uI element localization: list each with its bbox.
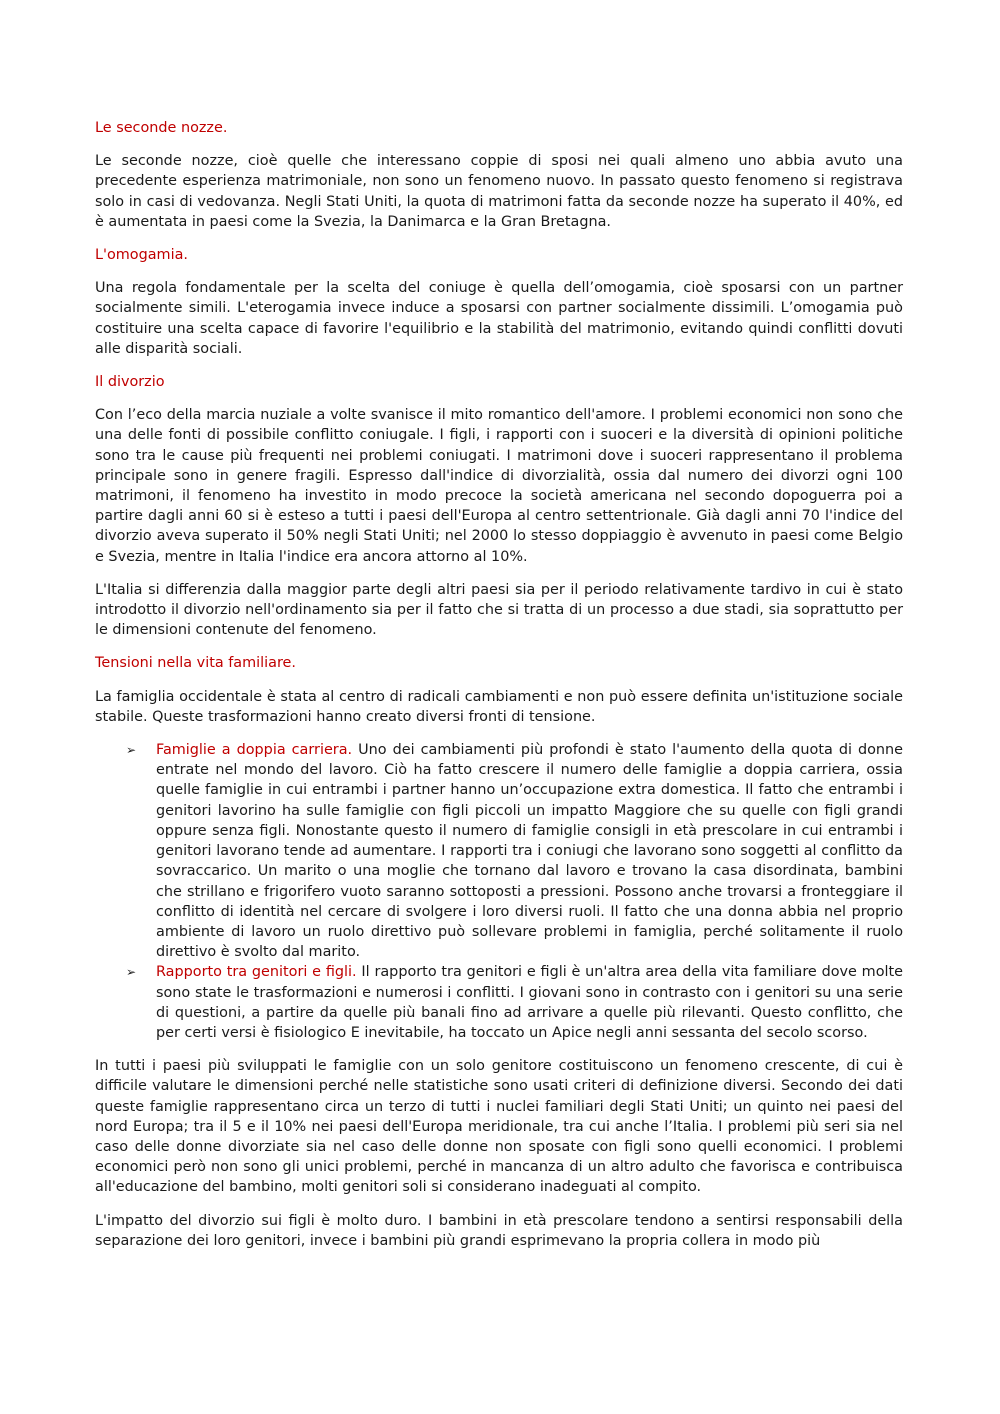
paragraph-omogamia: Una regola fondamentale per la scelta del coniuge è quella dell’omogamia, cioè sposarsi con un partner socialmente simili. L'eterogamia invece induce a sposarsi con partner socialmente dissimili. L’omogamia può costituire una scelta capace di favorire l'equilibrio e la stabilità del matrimonio, evitando quindi conflitti dovuti alle disparità sociali. [95, 280, 903, 357]
arrow-bullet-icon: ➢ [126, 743, 137, 758]
paragraph-divorzio-1: Con l’eco della marcia nuziale a volte svanisce il mito romantico dell'amore. I problemi economici non sono che una delle fonti di possibile conflitto coniugale. I figli, i rapporti con i suoceri e la diversità di opinioni politiche sono tra le cause più frequenti nei problemi coniugati. I matrimoni dove i suoceri rappresentano il problema principale sono in genere fragili. Espresso dall'indice di divorzialità, ossia dal numero dei divorzi ogni 100 matrimoni, il fenomeno ha investito in modo precoce la società americana nel secondo dopoguerra poi a partire dagli anni 60 si è esteso a tutti i paesi dell'Europa al centro settentrionale. Già dagli anni 70 l'indice del divorzio aveva superato il 50% negli Stati Uniti; nel 2000 lo stesso doppiaggio è avvenuto in paesi come Belgio e Svezia, mentre in Italia l'indice era ancora attorno al 10%. [95, 407, 903, 565]
section-heading-tensioni: Tensioni nella vita familiare. [95, 655, 296, 672]
paragraph-divorzio-2: L'Italia si differenzia dalla maggior parte degli altri paesi sia per il periodo relativamente tardivo in cui è stato introdotto il divorzio nell'ordinamento sia per il fatto che si tratta di un processo a due stadi, sia soprattutto per le dimensioni contenute del fenomeno. [95, 581, 903, 639]
list-item [126, 740, 903, 962]
bullet-title: Famiglie a doppia carriera. [156, 742, 353, 759]
paragraph-seconde-nozze: Le seconde nozze, cioè quelle che interessano coppie di sposi nei quali almeno uno abbia avuto una precedente esperienza matrimoniale, non sono un fenomeno nuovo. In passato questo fenomeno si registrava solo in casi di vedovanza. Negli Stati Uniti, la quota di matrimoni fatta da seconde nozze ha superato il 40%, ed è aumentata in paesi come la Svezia, la Danimarca e la Gran Bretagna. [95, 153, 903, 230]
document-page [95, 118, 903, 1264]
section-heading-omogamia: L'omogamia. [95, 247, 188, 264]
list-item [126, 962, 903, 1043]
section-heading-seconde-nozze: Le seconde nozze. [95, 120, 228, 136]
arrow-bullet-icon: ➢ [126, 965, 137, 980]
paragraph-tensioni-2: In tutti i paesi più sviluppati le famiglie con un solo genitore costituiscono un fenomeno crescente, di cui è difficile valutare le dimensioni perché nelle statistiche sono usati criteri di definizione diversi. Secondo dei dati queste famiglie rappresentano circa un terzo di tutti i nuclei familiari degli Stati Uniti; un quinto nei paesi del nord Europa; tra il 5 e il 10% nei paesi dell'Europa meridionale, tra cui anche l’Italia. I problemi più seri sia nel caso delle donne divorziate sia nel caso delle donne non sposate con figli sono quelli economici. I problemi economici però non sono gli unici problemi, perché in mancanza di un altro adulto che favorisca e contribuisca all'educazione del bambino, molti genitori soli si considerano inadeguati al compito. [95, 1058, 903, 1196]
bullet-text: Il rapporto tra genitori e figli è un'altra area della vita familiare dove molte sono state le trasformazioni e numerosi i conflitti. I giovani sono in contrasto con i genitori su una serie di questioni, a partire da quelle più banali fino ad arrivare a quelle più rilevanti. Questo conflitto, che per certi versi è fisiologico E inevitabile, ha toccato un Apice negli anni sessanta del secolo scorso. [156, 964, 903, 1041]
paragraph-tensioni-3: L'impatto del divorzio sui figli è molto duro. I bambini in età prescolare tendono a sentirsi responsabili della separazione dei loro genitori, invece i bambini più grandi esprimevano la propria collera in modo più [95, 1212, 903, 1249]
bullet-title: Rapporto tra genitori e figli. [156, 964, 357, 981]
bullet-text: Uno dei cambiamenti più profondi è stato l'aumento della quota di donne entrate nel mondo del lavoro. Ciò ha fatto crescere il numero delle famiglie a doppia carriera, ossia quelle famiglie in cui entrambi i partner hanno un’occupazione extra domestica. Il fatto che entrambi i genitori lavorino ha sulle famiglie con figli piccoli un impatto Maggiore che su quelle con figli grandi oppure senza figli. Nonostante questo il numero di famiglie consigli in età prescolare in cui entrambi i genitori lavorano tende ad aumentare. I rapporti tra i coniugi che lavorano sono soggetti al conflitto da sovraccarico. Un marito o una moglie che tornano dal lavoro e trovano la casa disordinata, bambini che strillano e frigorifero vuoto saranno sottoposti a pressioni. Possono anche trovarsi a fronteggiare il conflitto di identità nel cercare di svolgere i loro diversi ruoli. Il fatto che una donna abbia nel proprio ambiente di lavoro un ruolo direttivo può sollevare problemi in famiglia, perché solitamente il ruolo direttivo è svolto dal marito. [156, 742, 903, 961]
section-heading-divorzio: Il divorzio [95, 374, 165, 391]
bullet-list [95, 740, 903, 1043]
paragraph-tensioni-intro: La famiglia occidentale è stata al centro di radicali cambiamenti e non può essere definita un'istituzione sociale stabile. Queste trasformazioni hanno creato diversi fronti di tensione. [95, 688, 903, 725]
